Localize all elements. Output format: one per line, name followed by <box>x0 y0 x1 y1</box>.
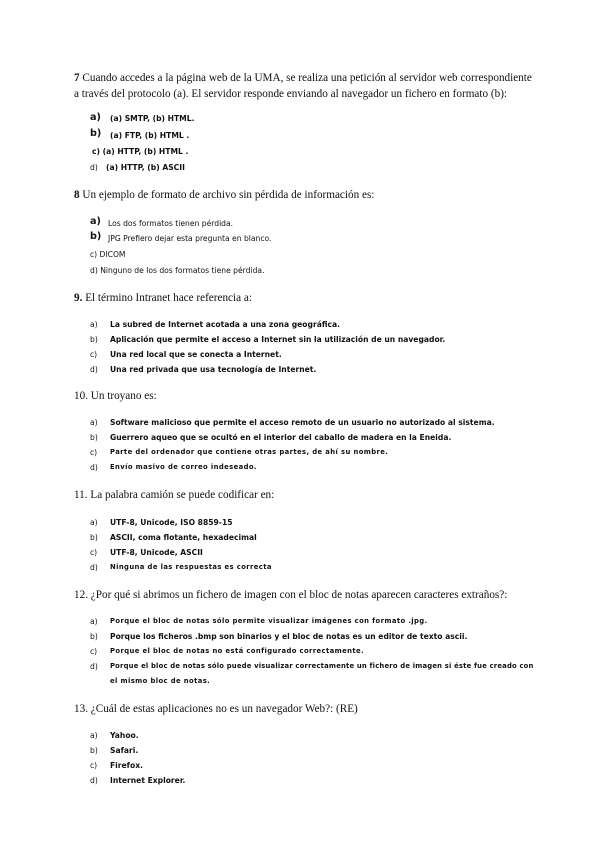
option-text: ASCII, coma flotante, hexadecimal <box>110 533 257 542</box>
option-text: Porque el bloc de notas no está configurado correctamente. <box>110 647 364 655</box>
question-11 <box>74 487 534 503</box>
option-text: (a) HTTP, (b) ASCII <box>106 163 185 172</box>
question-7 <box>74 70 534 102</box>
option-text: Una red privada que usa tecnología de Internet. <box>110 365 317 374</box>
option-marker: b) <box>90 231 102 242</box>
question-text: El término Intranet hace referencia a: <box>82 292 252 304</box>
option-marker: d) <box>90 163 98 172</box>
option-marker: c) <box>90 761 98 770</box>
option-marker: a) <box>90 320 98 329</box>
option-marker: a) <box>90 518 98 527</box>
option-text: Porque el bloc de notas sólo puede visualizar correctamente un fichero de imagen si éste fue creado con <box>110 662 534 670</box>
option-marker: a) <box>90 216 101 227</box>
option-marker: d) <box>90 463 98 472</box>
option-marker: b) <box>90 533 98 542</box>
option-text: Parte del ordenador que contiene otras partes, de ahí su nombre. <box>110 448 389 456</box>
option-text: (a) SMTP, (b) HTML. <box>110 114 195 123</box>
option-marker: c) <box>90 448 98 457</box>
option-text: JPG Prefiero dejar esta pregunta en blanco. <box>108 234 272 243</box>
option-marker: a) <box>90 731 98 740</box>
option-text: Guerrero aqueo que se ocultó en el interior del caballo de madera en la Eneida. <box>110 433 452 442</box>
question-number: 10. <box>74 390 88 402</box>
option-marker: b) <box>90 335 98 344</box>
option-text: UTF-8, Unicode, ASCII <box>110 548 203 557</box>
option-marker: b) <box>90 433 98 442</box>
question-number: 13. <box>74 703 88 715</box>
question-9 <box>74 290 534 306</box>
option-text: c) DICOM <box>90 250 126 259</box>
option-text: Porque el bloc de notas sólo permite visualizar imágenes con formato .jpg. <box>110 617 428 625</box>
option-text: Porque los ficheros .bmp son binarios y el bloc de notas es un editor de texto ascii. <box>110 632 468 641</box>
option-marker: d) <box>90 563 98 572</box>
option-text: c) (a) HTTP, (b) HTML . <box>92 147 189 156</box>
option-marker: a) <box>90 418 98 427</box>
option-text-continued: el mismo bloc de notas. <box>110 677 211 685</box>
option-text: d) Ninguno de los dos formatos tiene pérdida. <box>90 266 265 275</box>
option-marker: b) <box>90 632 98 641</box>
question-number: 11. <box>74 489 88 501</box>
option-marker: d) <box>90 776 98 785</box>
option-text: (a) FTP, (b) HTML . <box>110 131 190 140</box>
option-text: Yahoo. <box>110 731 139 740</box>
question-number: 9. <box>74 292 83 304</box>
option-marker: c) <box>90 548 98 557</box>
question-10 <box>74 388 534 404</box>
option-text: Safari. <box>110 746 139 755</box>
option-text: Aplicación que permite el acceso a Internet sin la utilización de un navegador. <box>110 335 446 344</box>
option-text: Software malicioso que permite el acceso remoto de un usuario no autorizado al sistema. <box>110 418 495 427</box>
question-number: 7 <box>74 72 80 84</box>
option-text: Ninguna de las respuestas es correcta <box>110 563 272 571</box>
question-text: ¿Cuál de estas aplicaciones no es un navegador Web?: (RE) <box>87 703 358 715</box>
question-12 <box>74 587 534 603</box>
option-marker: c) <box>90 350 98 359</box>
option-marker: d) <box>90 365 98 374</box>
question-text: La palabra camión se puede codificar en: <box>87 489 275 501</box>
question-text: Un troyano es: <box>87 390 157 402</box>
question-number: 8 <box>74 189 80 201</box>
option-text: Firefox. <box>110 761 143 770</box>
question-number: 12. <box>74 589 88 601</box>
option-marker: d) <box>90 662 98 671</box>
option-text: Los dos formatos tienen pérdida. <box>108 219 234 228</box>
option-marker: c) <box>90 647 98 656</box>
option-marker: a) <box>90 112 101 123</box>
option-marker: a) <box>90 617 98 626</box>
question-13 <box>74 701 534 717</box>
question-8 <box>74 187 534 203</box>
question-text: ¿Por qué si abrimos un fichero de imagen con el bloc de notas aparecen caracteres extraños?: <box>87 589 508 601</box>
option-text: UTF-8, Unicode, ISO 8859-15 <box>110 518 233 527</box>
option-marker: b) <box>90 746 98 755</box>
option-text: Una red local que se conecta a Internet. <box>110 350 282 359</box>
option-marker: b) <box>90 128 102 139</box>
option-text: Envío masivo de correo indeseado. <box>110 463 257 471</box>
question-text: Un ejemplo de formato de archivo sin pérdida de información es: <box>79 189 375 201</box>
question-text: Cuando accedes a la página web de la UMA, se realiza una petición al servidor web correspondiente a través del protocolo (a). El servidor responde enviando al navegador un fichero en formato (b): <box>74 72 532 100</box>
option-text: Internet Explorer. <box>110 776 186 785</box>
option-text: La subred de Internet acotada a una zona geográfica. <box>110 320 340 329</box>
